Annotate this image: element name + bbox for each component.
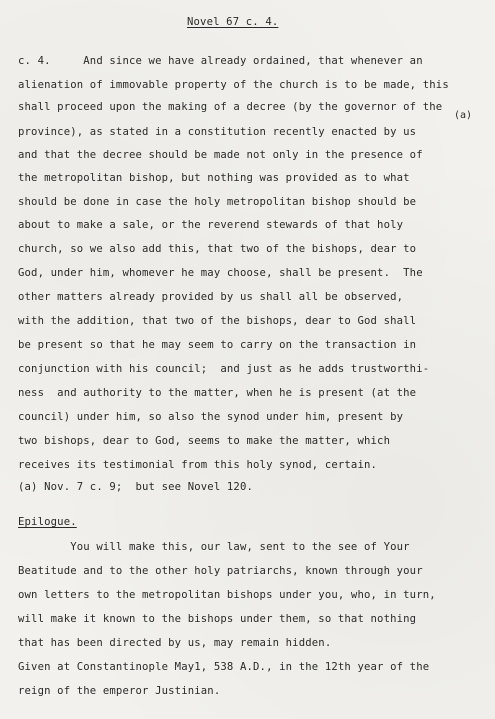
epilogue-line: Beatitude and to the other holy patriarchs, known through your bbox=[18, 565, 423, 577]
text-line: two bishops, dear to God, seems to make the matter, which bbox=[18, 435, 391, 447]
text-line: receives its testimonial from this holy synod, certain. bbox=[18, 459, 378, 471]
page-header: Novel 67 c. 4. bbox=[187, 16, 279, 28]
text-line: should be done in case the holy metropolitan bishop should be bbox=[18, 196, 417, 208]
text-line: the metropolitan bishop, but nothing was provided as to what bbox=[18, 172, 410, 184]
epilogue-line: that has been directed by us, may remain hidden. bbox=[18, 637, 332, 649]
text-line: c. 4. And since we have already ordained, that whenever an bbox=[18, 55, 423, 67]
epilogue-line: You will make this, our law, sent to the see of Your bbox=[18, 541, 410, 553]
text-line: shall proceed upon the making of a decree (by the governor of the bbox=[18, 101, 443, 113]
footnote-line: (a) Nov. 7 c. 9; but see Novel 120. bbox=[18, 481, 254, 493]
text-line: and that the decree should be made not only in the presence of bbox=[18, 149, 423, 161]
text-line: with the addition, that two of the bishops, dear to God shall bbox=[18, 315, 417, 327]
text-line: ness and authority to the matter, when he is present (at the bbox=[18, 387, 417, 399]
text-line: council) under him, so also the synod under him, present by bbox=[18, 411, 404, 423]
epilogue-line: own letters to the metropolitan bishops under you, who, in turn, bbox=[18, 589, 436, 601]
text-line: be present so that he may seem to carry on the transaction in bbox=[18, 339, 417, 351]
text-line: God, under him, whomever he may choose, shall be present. The bbox=[18, 267, 423, 279]
text-line: about to make a sale, or the reverend stewards of that holy bbox=[18, 219, 404, 231]
text-line: church, so we also add this, that two of the bishops, dear to bbox=[18, 243, 417, 255]
text-line: alienation of immovable property of the church is to be made, this bbox=[18, 79, 449, 91]
epilogue-heading: Epilogue. bbox=[18, 516, 77, 528]
epilogue-line: will make it known to the bishops under them, so that nothing bbox=[18, 613, 417, 625]
footnote-marker: (a) bbox=[454, 110, 473, 121]
text-line: conjunction with his council; and just as he adds trustworthi- bbox=[18, 363, 430, 375]
text-line: province), as stated in a constitution recently enacted by us bbox=[18, 126, 417, 138]
epilogue-line: reign of the emperor Justinian. bbox=[18, 685, 221, 697]
epilogue-line: Given at Constantinople May1, 538 A.D., in the 12th year of the bbox=[18, 661, 430, 673]
text-line: other matters already provided by us shall all be observed, bbox=[18, 291, 404, 303]
